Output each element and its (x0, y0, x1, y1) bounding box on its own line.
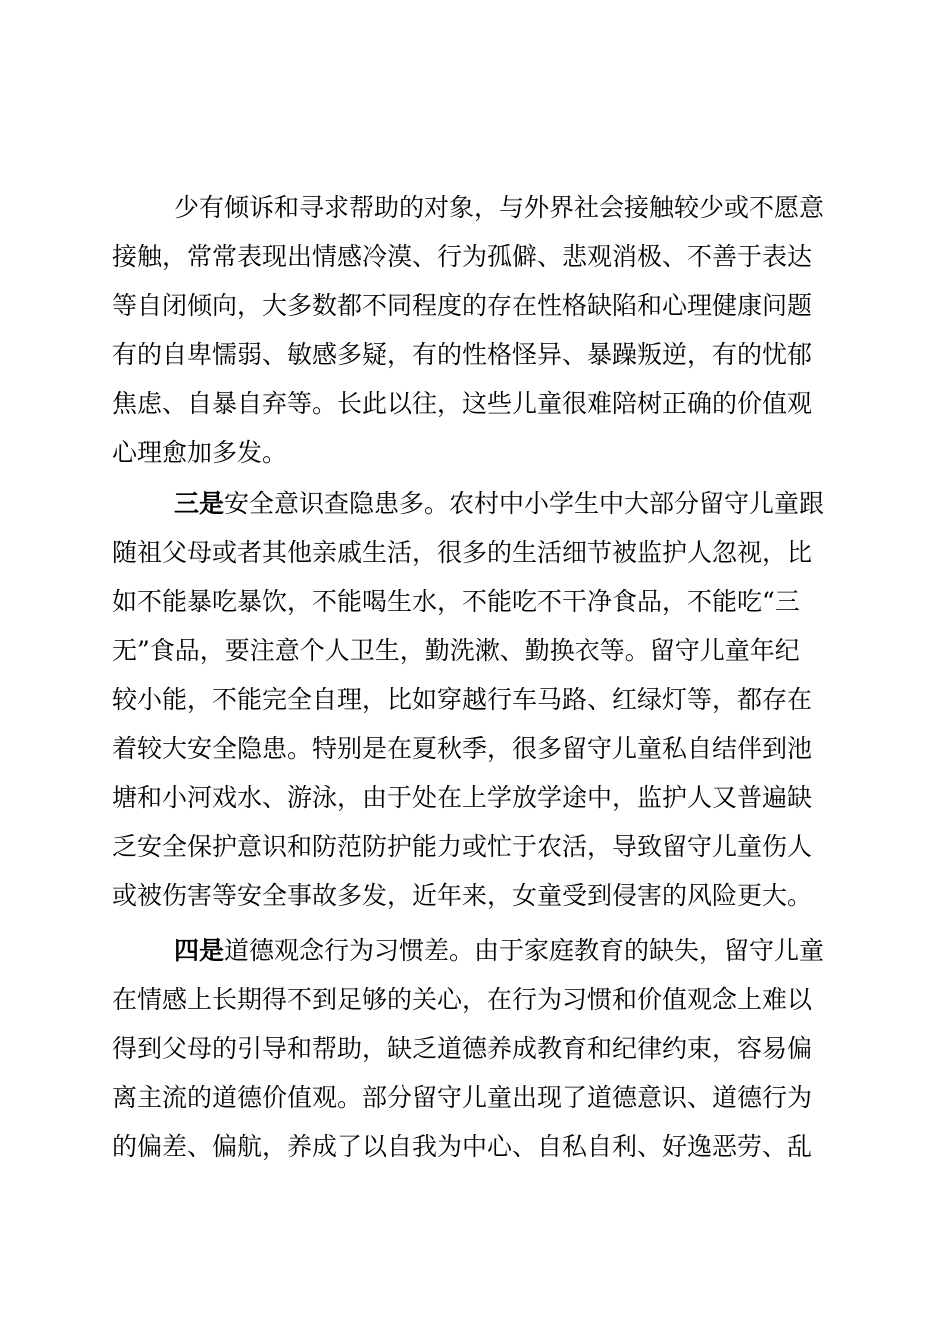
paragraph-1-line-5: 焦虑、自暴自弃等。长此以往，这些儿童很难陪树正确的价值观 (112, 389, 813, 418)
paragraph-3-line-3: 得到父母的引导和帮助，缺乏道德养成教育和纪律约束，容易偏 (112, 1034, 813, 1063)
paragraph-1-line-6: 心理愈加多发。 (112, 438, 288, 467)
paragraph-2-line-3: 如不能暴吃暴饮，不能喝生水，不能吃不干净食品，不能吃“三 (112, 587, 800, 616)
paragraph-2-lead: 三是 (174, 489, 225, 518)
paragraph-2-line-7: 塘和小河戏水、游泳，由于处在上学放学途中，监护人又普遍缺 (112, 783, 813, 812)
paragraph-3-line-2: 在情感上长期得不到足够的关心，在行为习惯和价值观念上难以 (112, 985, 813, 1014)
paragraph-3-line-4: 离主流的道德价值观。部分留守儿童出现了道德意识、道德行为 (112, 1083, 813, 1112)
paragraph-1-line-4: 有的自卑懦弱、敏感多疑，有的性格怪异、暴躁叛逆，有的忧郁 (112, 340, 813, 369)
paragraph-3-line-1-text: 道德观念行为习惯差。由于家庭教育的缺失，留守儿童 (224, 936, 825, 965)
paragraph-2-line-1 (174, 487, 824, 521)
paragraph-2-line-1-text: 安全意识查隐患多。农村中小学生中大部分留守儿童跟 (224, 489, 825, 518)
paragraph-2-line-4: 无”食品，要注意个人卫生，勤洗漱、勤换衣等。留守儿童年纪 (112, 636, 800, 665)
paragraph-2-line-9: 或被伤害等安全事故多发，近年来，女童受到侵害的风险更大。 (112, 881, 813, 910)
paragraph-2-line-5: 较小能，不能完全自理，比如穿越行车马路、红绿灯等，都存在 (112, 685, 813, 714)
paragraph-3-line-1 (174, 934, 824, 968)
paragraph-3-lead: 四是 (174, 936, 225, 965)
paragraph-3-line-5: 的偏差、偏航，养成了以自我为中心、自私自利、好逸恶劳、乱 (112, 1132, 813, 1161)
paragraph-1-line-2: 接触，常常表现出情感冷漠、行为孤僻、悲观消极、不善于表达 (112, 242, 813, 271)
paragraph-1-line-1: 少有倾诉和寻求帮助的对象，与外界社会接触较少或不愿意 (174, 193, 825, 222)
paragraph-2-line-6: 着较大安全隐患。特别是在夏秋季，很多留守儿童私自结伴到池 (112, 734, 813, 763)
paragraph-2-line-8: 乏安全保护意识和防范防护能力或忙于农活，导致留守儿童伤人 (112, 832, 813, 861)
paragraph-1-line-3: 等自闭倾向，大多数都不同程度的存在性格缺陷和心理健康问题 (112, 291, 813, 320)
paragraph-2-line-2: 随祖父母或者其他亲戚生活，很多的生活细节被监护人忽视，比 (112, 538, 813, 567)
